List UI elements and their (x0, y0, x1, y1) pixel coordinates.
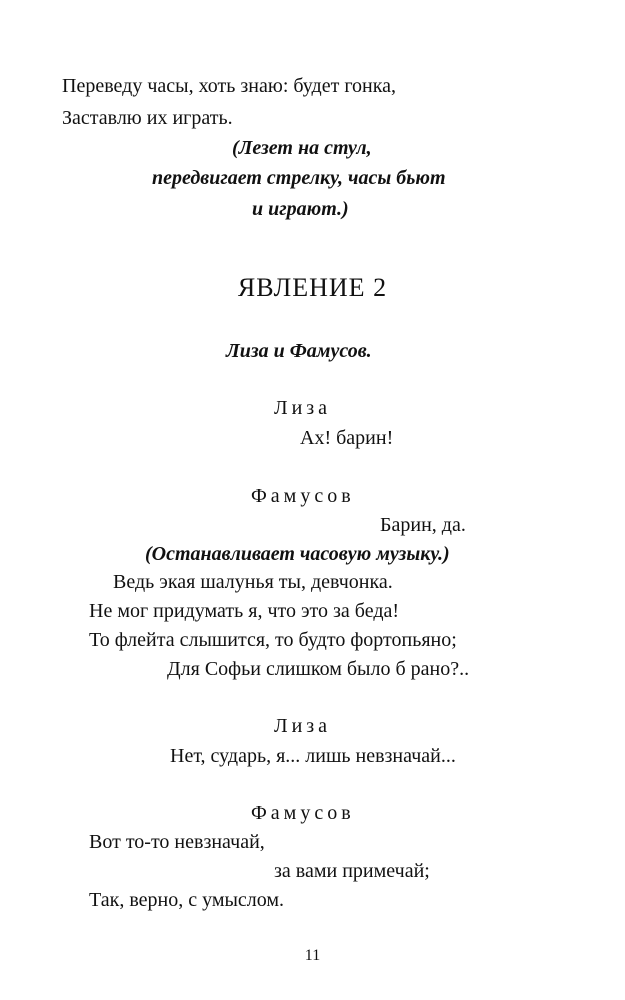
dialogue-line: Не мог придумать я, что это за беда! (89, 600, 400, 622)
stage-direction-line: (Останавливает часовую музыку.) (145, 543, 450, 565)
stage-direction-line: (Лезет на стул, (232, 137, 372, 159)
dialogue-line: То флейта слышится, то будто фортопьяно; (89, 629, 457, 651)
dialogue-line: Ах! барин! (300, 427, 394, 449)
stage-direction-line: и играют.) (252, 198, 349, 220)
dialogue-line: Вот то-то невзначай, (89, 831, 265, 853)
verse-line: Переведу часы, хоть знаю: будет гонка, (62, 75, 397, 97)
speaker-name: Лиза (274, 715, 332, 737)
dialogue-line: Барин, да. (380, 514, 466, 536)
speaker-name: Лиза (274, 397, 332, 419)
verse-line: Заставлю их играть. (62, 107, 233, 129)
dialogue-line: Ведь экая шалунья ты, девчонка. (113, 571, 393, 593)
dialogue-line: Нет, сударь, я... лишь невзначай... (170, 745, 456, 767)
speaker-name: Фамусов (251, 485, 355, 507)
speaker-name: Фамусов (251, 802, 355, 824)
page-number: 11 (304, 947, 321, 964)
stage-direction-line: передвигает стрелку, часы бьют (152, 167, 446, 189)
dialogue-line: Так, верно, с умыслом. (89, 889, 285, 911)
dialogue-line: Для Софьи слишком было б рано?.. (167, 658, 470, 680)
scene-heading: ЯВЛЕНИЕ 2 (237, 273, 388, 302)
scene-cast: Лиза и Фамусов. (226, 340, 372, 362)
dialogue-line: за вами примечай; (274, 860, 430, 882)
